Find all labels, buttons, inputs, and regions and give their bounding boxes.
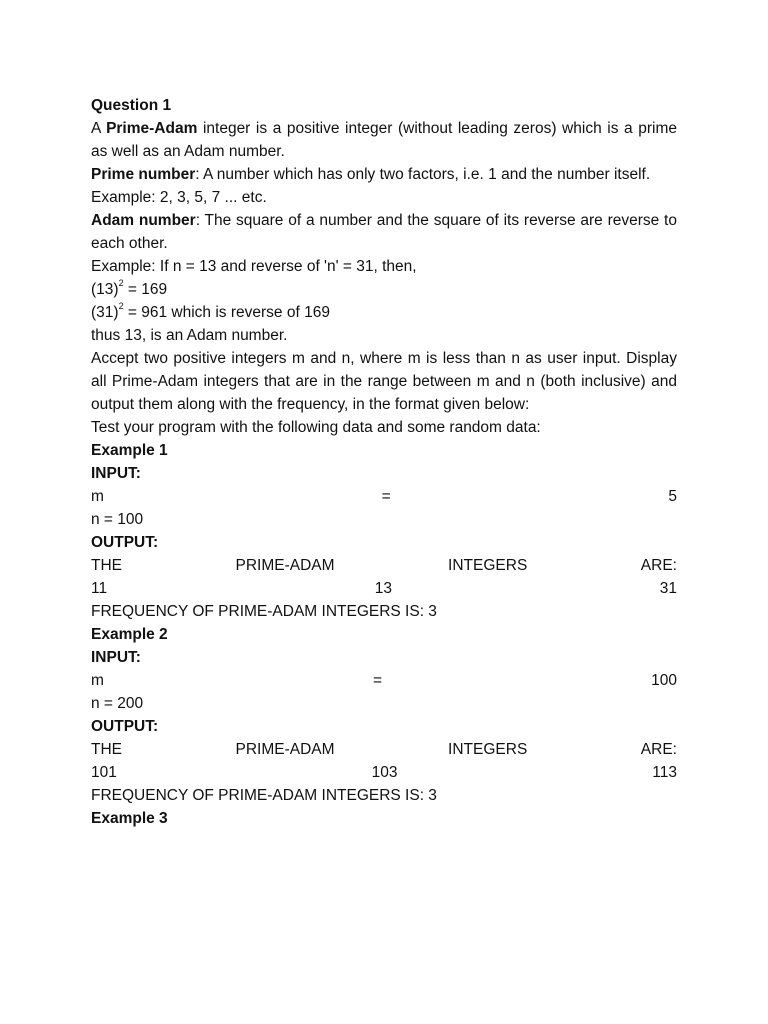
- prime-adam-term: Prime-Adam: [106, 120, 198, 137]
- question-heading: Question 1: [91, 97, 172, 114]
- intro-paragraph: [91, 117, 677, 163]
- example-2-out-word-1: THE: [91, 741, 122, 758]
- example-1-value-1: 11: [91, 580, 108, 597]
- square-1-exponent: 2: [118, 277, 124, 288]
- example-2-input-label: INPUT:: [91, 649, 141, 666]
- example-1-out-word-1: THE: [91, 557, 122, 574]
- example-1-m-value: 5: [668, 488, 677, 505]
- example-1-out-word-2: PRIME-ADAM: [235, 557, 335, 574]
- square-2-result: = 961 which is reverse of 169: [123, 304, 330, 321]
- example-2-out-word-4: ARE:: [640, 741, 677, 758]
- example-3-title: Example 3: [91, 810, 168, 827]
- adam-definition-text: : The square of a number and the square of its reverse are reverse to each other.: [91, 212, 677, 252]
- prime-number-term: Prime number: [91, 166, 196, 183]
- example-1-n-line: n = 100: [91, 511, 144, 528]
- example-2-value-3: 113: [652, 764, 677, 781]
- example-1-output-label: OUTPUT:: [91, 534, 159, 551]
- square-line-1: [91, 278, 677, 301]
- example-2-out-word-3: INTEGERS: [448, 741, 528, 758]
- square-line-2: [91, 301, 677, 324]
- adam-definition: [91, 209, 677, 255]
- example-1-m-equals: =: [381, 488, 391, 505]
- example-1-m-line: [91, 485, 677, 508]
- square-1-result: = 169: [123, 281, 168, 298]
- example-2-title: Example 2: [91, 626, 168, 643]
- example-1-out-word-4: ARE:: [640, 557, 677, 574]
- adam-example: Example: If n = 13 and reverse of 'n' = 31, then,: [91, 258, 417, 275]
- intro-a: A: [91, 120, 107, 137]
- example-2-frequency: FREQUENCY OF PRIME-ADAM INTEGERS IS: 3: [91, 787, 437, 804]
- example-1-title: Example 1: [91, 442, 168, 459]
- document-content: [91, 94, 677, 830]
- example-2-output-line: [91, 738, 677, 761]
- square-2-exponent: 2: [118, 300, 124, 311]
- example-2-m-line: [91, 669, 677, 692]
- example-2-m-var: m: [91, 672, 104, 689]
- example-1-frequency: FREQUENCY OF PRIME-ADAM INTEGERS IS: 3: [91, 603, 437, 620]
- example-1-value-3: 31: [659, 580, 677, 597]
- prime-definition-text: : A number which has only two factors, i.e. 1 and the number itself.: [195, 166, 651, 183]
- example-2-values-line: [91, 761, 677, 784]
- example-2-output-label: OUTPUT:: [91, 718, 159, 735]
- adam-number-term: Adam number: [91, 212, 196, 229]
- test-instruction: Test your program with the following data and some random data:: [91, 419, 541, 436]
- example-2-m-equals: =: [372, 672, 383, 689]
- example-1-output-line: [91, 554, 677, 577]
- example-1-input-label: INPUT:: [91, 465, 141, 482]
- prime-definition: [91, 163, 677, 186]
- example-2-value-2: 103: [371, 764, 398, 781]
- example-2-value-1: 101: [91, 764, 117, 781]
- example-1-value-2: 13: [374, 580, 393, 597]
- task-paragraph: Accept two positive integers m and n, where m is less than n as user input. Display all Prime-Adam integers that are in the range between m and n (both inclusive) and output them along with the frequency, in the format given below:: [91, 350, 677, 413]
- adam-conclusion: thus 13, is an Adam number.: [91, 327, 288, 344]
- example-2-n-line: n = 200: [91, 695, 144, 712]
- example-1-values-line: [91, 577, 677, 600]
- example-2-out-word-2: PRIME-ADAM: [235, 741, 335, 758]
- example-1-out-word-3: INTEGERS: [448, 557, 528, 574]
- square-1-base: (13): [91, 281, 119, 298]
- example-1-m-var: m: [91, 488, 104, 505]
- prime-example: Example: 2, 3, 5, 7 ... etc.: [91, 189, 267, 206]
- example-2-m-value: 100: [651, 672, 677, 689]
- intro-rest: integer is a positive integer (without leading zeros) which is a prime as well as an Adam number.: [91, 120, 677, 160]
- square-2-base: (31): [91, 304, 119, 321]
